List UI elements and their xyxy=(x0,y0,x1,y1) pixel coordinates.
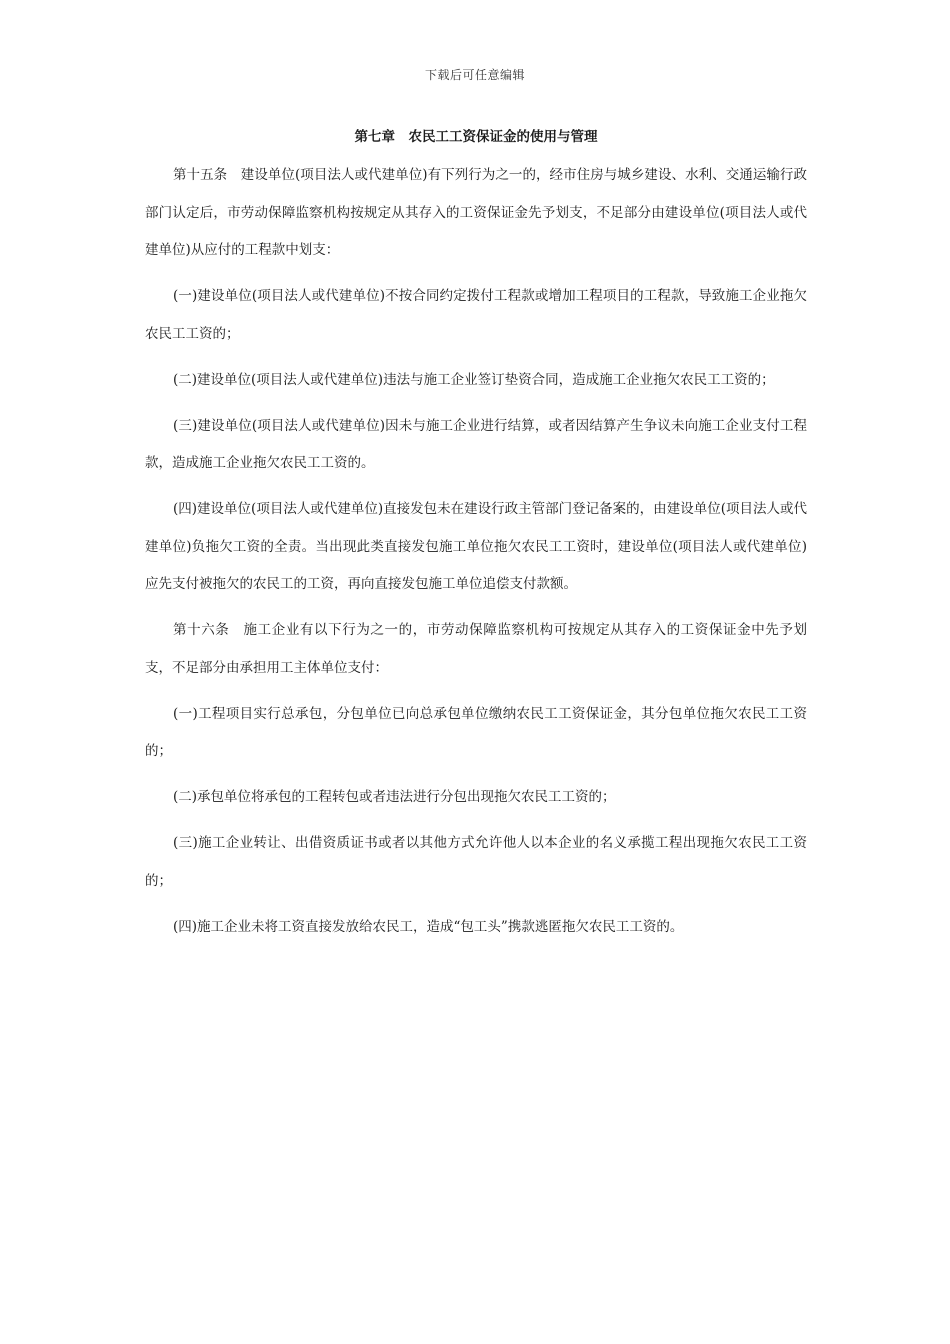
article-16-item-2: (二)承包单位将承包的工程转包或者违法进行分包出现拖欠农民工工资的； xyxy=(173,789,616,805)
article-15-item-3: (三)建设单位(项目法人或代建单位)因未与施工企业进行结算，或者因结算产生争议未向施工企业支付工程款，造成施工企业拖欠农民工工资的。 xyxy=(145,417,807,471)
article-16-item-4: (四)施工企业未将工资直接发放给农民工，造成“包工头”携款逃匿拖欠农民工工资的。 xyxy=(173,918,684,935)
article-15-item-4: (四)建设单位(项目法人或代建单位)直接发包未在建设行政主管部门登记备案的，由建设单位(项目法人或代建单位)负拖欠工资的全责。当出现此类直接发包施工单位拖欠农民工工资时，建设单位(项目法人或代建单位)应先支付被拖欠的农民工的工资，再向直接发包施工单位追偿支付款额。 xyxy=(145,501,807,592)
article-16-item-3: (三)施工企业转让、出借资质证书或者以其他方式允许他人以本企业的名义承揽工程出现拖欠农民工工资的； xyxy=(145,835,807,889)
chapter-title: 第七章 农民工工资保证金的使用与管理 xyxy=(354,129,598,145)
article-16: 第十六条 施工企业有以下行为之一的，市劳动保障监察机构可按规定从其存入的工资保证金中先予划支，不足部分由承担用工主体单位支付： xyxy=(145,622,807,676)
article-15-item-2: (二)建设单位(项目法人或代建单位)违法与施工企业签订垫资合同，造成施工企业拖欠农民工工资的； xyxy=(173,371,775,388)
article-15: 第十五条 建设单位(项目法人或代建单位)有下列行为之一的，经市住房与城乡建设、水利、交通运输行政部门认定后，市劳动保障监察机构按规定从其存入的工资保证金先予划支，不足部分由建设单位(项目法人或代建单位)从应付的工程款中划支： xyxy=(145,167,807,258)
document-body xyxy=(145,127,807,955)
page-header: 下载后可任意编辑 xyxy=(424,68,525,82)
article-15-item-1: (一)建设单位(项目法人或代建单位)不按合同约定拨付工程款或增加工程项目的工程款，导致施工企业拖欠农民工工资的； xyxy=(145,288,807,342)
article-16-item-1: (一)工程项目实行总承包，分包单位已向总承包单位缴纳农民工工资保证金，其分包单位拖欠农民工工资的； xyxy=(145,705,807,759)
